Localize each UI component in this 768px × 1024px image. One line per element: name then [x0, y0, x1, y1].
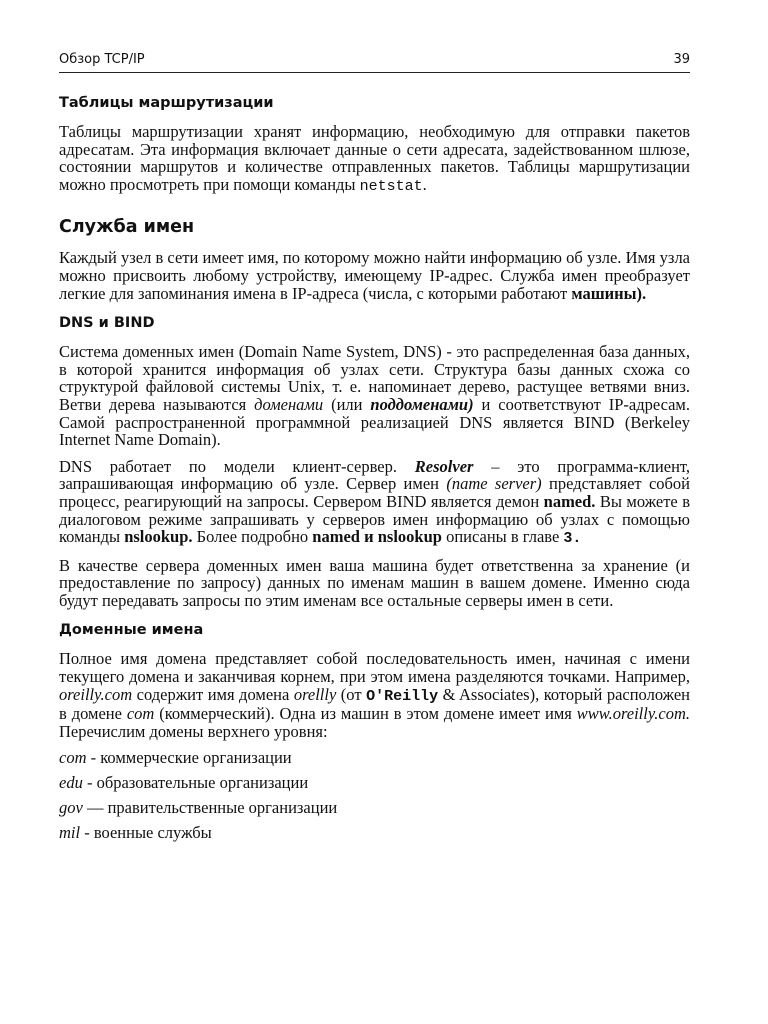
section-heading-names: Служба имен	[59, 217, 195, 238]
top-level-domain-list	[59, 749, 690, 842]
list-item	[59, 799, 690, 817]
text-run: Более подробно	[192, 527, 313, 547]
running-header	[59, 52, 690, 72]
company-name: O'Reilly	[366, 687, 439, 705]
tld-name: gov	[59, 798, 83, 818]
tld-name: edu	[59, 773, 83, 793]
example-domain: oreilly.com	[59, 684, 133, 704]
dns-paragraph-1	[59, 343, 690, 449]
text-run: представляет собой процесс, реагирующий на запросы. Сервером BIND является демон	[59, 474, 690, 511]
section-heading-routing: Таблицы маршрутизации	[59, 95, 274, 111]
term-subdomains: поддоменами)	[370, 394, 474, 414]
text-run: описаны в главе	[441, 527, 564, 547]
list-item	[59, 774, 690, 792]
page-number: 39	[673, 52, 690, 67]
term-resolver: Resolver	[414, 456, 474, 476]
routing-paragraph	[59, 123, 690, 195]
section-heading-dns: DNS и BIND	[59, 315, 155, 332]
text-run: Вы можете в диалоговом режиме запрашивать у серверов имен информацию об узлах с помощью команды	[59, 491, 690, 547]
header-rule	[59, 72, 690, 73]
text-run: (коммерческий). Одна из машин в этом домене имеет имя	[154, 704, 577, 724]
command-nslookup: nslookup.	[124, 527, 193, 547]
text-run: DNS работает по модели клиент-сервер.	[59, 456, 415, 476]
text-run: Таблицы маршрутизации хранят информацию, необходимую для отправки пакетов адресатам. Эта информация включает данные о сети адресата, задействованном шлюзе, состоянии маршрутов и количестве отправленных пакетов. Таблицы маршрутизации можно просмотреть при помощи команды	[59, 122, 690, 194]
text-run: .	[422, 174, 427, 194]
tld-description: — правительственные организации	[82, 798, 338, 818]
dns-paragraph-3: В качестве сервера доменных имен ваша машина будет ответственна за хранение (и предоставление по запросу) данных по именам машин в вашем домене. Именно сюда будут передавать запросы по этим именам все остальные серверы имен в сети.	[59, 555, 690, 610]
names-paragraph	[59, 249, 690, 302]
example-host: www.oreilly.com.	[576, 704, 691, 724]
example-domain: orellly	[293, 684, 337, 704]
term-name-server: (name server)	[446, 474, 542, 494]
text-run: (от	[336, 684, 367, 704]
text-run: Каждый узел в сети имеет имя, по которому можно найти информацию об узле. Имя узла можно присвоить любому устройству, имеющему IP-адрес. Служба имен преобразует легкие для запоминания имена в IP-адреса (числа, с которыми работают	[59, 248, 690, 303]
section-heading-domain-names: Доменные имена	[59, 622, 204, 639]
text-run: Система доменных имен (Domain Name System, DNS) - это распределенная база данных, в которой хранится информация об узлах сети. Структура базы данных схожа со структурой файловой системы Unix, т. е. напоминает дерево, растущее ветвями вниз. Ветви дерева называются	[59, 342, 690, 414]
tld-description: - военные службы	[80, 823, 212, 843]
list-item	[59, 749, 690, 767]
commands-named-nslookup: named и nslookup	[312, 527, 442, 547]
list-item	[59, 824, 690, 842]
tld-description: - образовательные организации	[82, 773, 309, 793]
tld-description: - коммерческие организации	[86, 748, 292, 768]
text-run: (или	[323, 394, 371, 414]
text-run: Перечислим домены верхнего уровня:	[59, 721, 328, 741]
command-netstat: netstat	[359, 177, 423, 195]
chapter-reference: 3.	[563, 530, 582, 548]
text-run: содержит имя домена	[132, 684, 294, 704]
text-run: и соответствуют IP-адресам. Самой распространенной программной реализацией DNS является BIND (Berkeley Internet Name Domain).	[59, 394, 691, 450]
command-named: named.	[543, 491, 596, 511]
text-run: Полное имя домена представляет собой последовательность имен, начиная с имени текущего домена и заканчивая корнем, при этом имена разделяются точками. Например,	[59, 649, 690, 687]
example-domain: com	[126, 704, 155, 724]
domains-paragraph	[59, 650, 690, 740]
tld-name: com	[59, 748, 87, 768]
bold-text: машины).	[571, 283, 647, 303]
term-domains: доменами	[254, 394, 324, 414]
page-body	[59, 94, 690, 849]
text-run: & Associates), который расположен в домене	[59, 684, 691, 724]
chapter-title: Обзор TCP/IP	[59, 52, 145, 67]
tld-name: mil	[59, 823, 81, 843]
text-run: – это программа-клиент, запрашивающая информацию об узле. Сервер имен	[59, 456, 690, 494]
dns-paragraph-2	[59, 458, 690, 548]
